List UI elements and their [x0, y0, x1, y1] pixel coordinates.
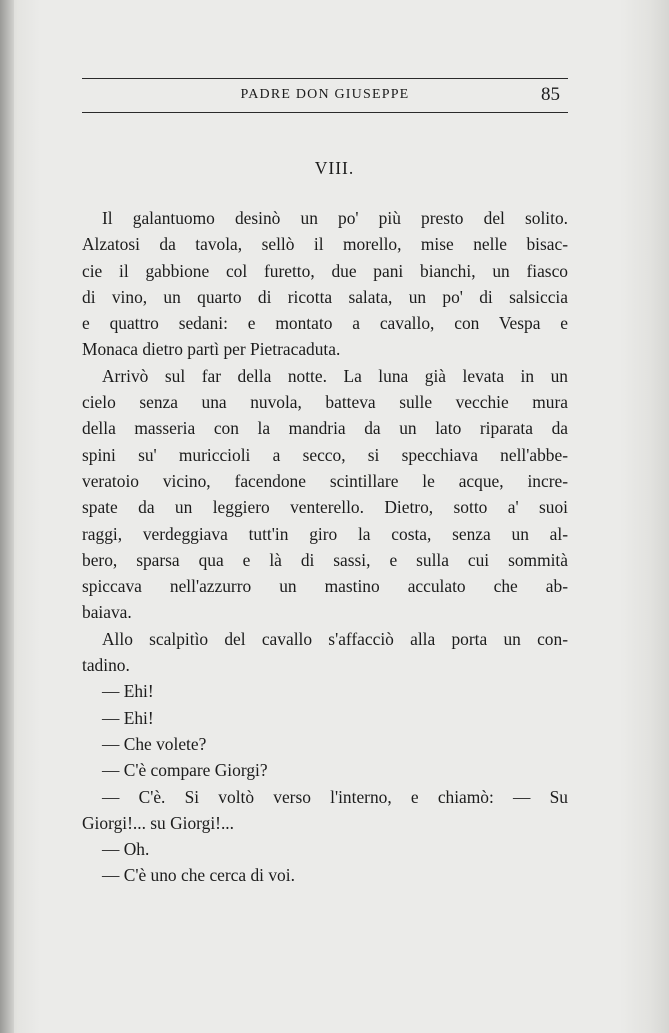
text-line: spate da un leggiero venterello. Dietro, sotto a' suoi: [82, 497, 568, 518]
body-text: [82, 205, 568, 889]
page-gutter-shadow: [0, 0, 14, 1033]
dialogue-line: — Che volete?: [102, 733, 207, 754]
text-line: baiava.: [82, 602, 132, 623]
text-line: di vino, un quarto di ricotta salata, un po' di salsiccia: [82, 286, 568, 307]
page-number: 85: [541, 84, 560, 105]
text-line: Monaca dietro partì per Pietracaduta.: [82, 339, 341, 360]
text-line: raggi, verdeggiava tutt'in giro la costa, senza un al-: [82, 523, 568, 544]
header-rule-top: [82, 78, 568, 79]
text-line: cie il gabbione col furetto, due pani bianchi, un fiasco: [82, 260, 568, 281]
dialogue-line: — Ehi!: [102, 707, 154, 728]
dialogue-line: — Ehi!: [102, 681, 154, 702]
running-title: PADRE DON GIUSEPPE: [240, 87, 410, 102]
dialogue-line: — C'è compare Giorgi?: [102, 760, 268, 781]
text-line: Arrivò sul far della notte. La luna già levata in un: [102, 365, 568, 386]
dialogue-line: — C'è uno che cerca di voi.: [102, 865, 295, 886]
dialogue-line: — C'è. Si voltò verso l'interno, e chiamò: — Su: [102, 786, 568, 807]
text-line: bero, sparsa qua e là di sassi, e sulla cui sommità: [82, 549, 568, 570]
chapter-heading: VIII.: [314, 158, 355, 178]
text-line: spiccava nell'azzurro un mastino acculato che ab-: [82, 576, 568, 597]
header-rule-bottom: [82, 112, 568, 113]
text-line: e quattro sedani: e montato a cavallo, con Vespa e: [82, 313, 568, 334]
text-line: cielo senza una nuvola, batteva sulle vecchie mura: [82, 392, 568, 413]
text-line: spini su' muriccioli a secco, si specchiava nell'abbe-: [82, 444, 568, 465]
text-line: veratoio vicino, facendone scintillare le acque, incre-: [82, 470, 568, 491]
dialogue-line: — Oh.: [102, 839, 150, 860]
text-line: Allo scalpitìo del cavallo s'affacciò alla porta un con-: [102, 628, 568, 649]
text-line: Giorgi!... su Giorgi!...: [82, 812, 235, 833]
text-line: Alzatosi da tavola, sellò il morello, mise nelle bisac-: [82, 234, 568, 255]
text-line: della masseria con la mandria da un lato riparata da: [82, 418, 568, 439]
text-line: tadino.: [82, 655, 130, 676]
running-head: [82, 84, 568, 108]
text-line: Il galantuomo desinò un po' più presto del solito.: [102, 208, 568, 228]
